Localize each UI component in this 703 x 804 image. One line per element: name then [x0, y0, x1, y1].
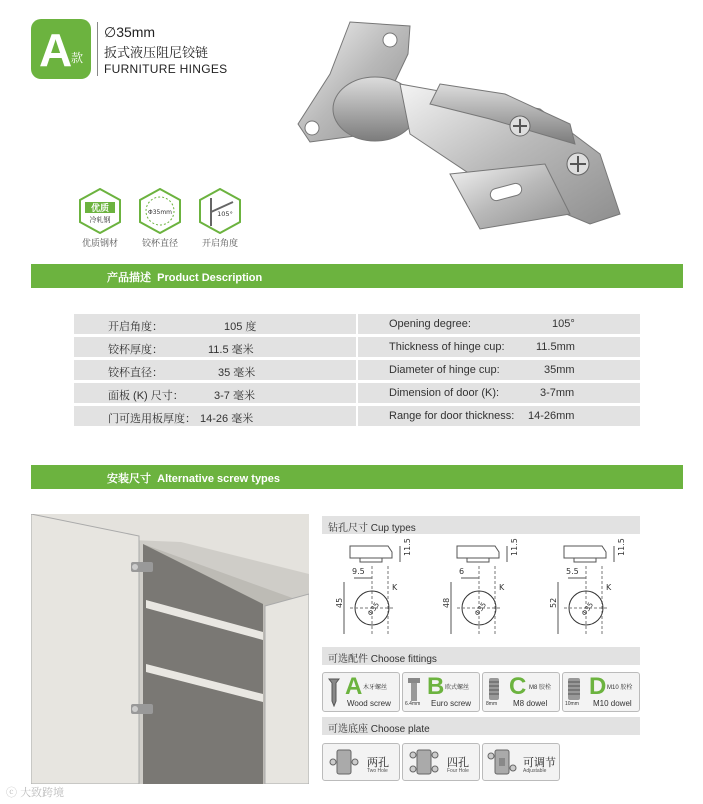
cup-profile: [457, 546, 499, 558]
feature-quality-steel: [73, 188, 127, 249]
feature-label: 开启角度: [201, 238, 238, 248]
fitting-size: 10mm: [565, 701, 579, 707]
plate-cn: 两孔: [367, 757, 389, 769]
k-label: K: [499, 583, 505, 592]
feature-label: 优质钢材: [81, 238, 118, 248]
header-divider: [97, 22, 98, 76]
fitting-cn: M8 胶栓: [529, 685, 552, 691]
fitting-letter: D: [589, 673, 607, 700]
spec-cn-value: 105 度: [224, 321, 257, 333]
feature-inner-top: 优质: [90, 204, 110, 214]
cup-profile-base: [360, 558, 382, 562]
two-hole-plate-icon: [329, 748, 359, 776]
spec-en-label: Dimension of door (K):: [389, 387, 500, 399]
adjustable-plate-icon: [487, 748, 517, 776]
section-title-cn: 安装尺寸: [107, 473, 151, 485]
fitting-cn: 木牙螺丝: [363, 685, 388, 691]
plate-cn: 四孔: [447, 757, 469, 769]
fitting-en: Wood screw: [347, 699, 391, 708]
cup-profile: [564, 546, 606, 558]
depth-label: 52: [549, 597, 558, 608]
plates-bar: [322, 717, 640, 735]
m10-dowel-icon: [567, 677, 581, 701]
spec-en-label: Range for door thickness:: [389, 410, 515, 422]
height-label: 11.5: [510, 538, 519, 556]
four-hole-plate-icon: [409, 748, 439, 776]
spec-row: [74, 314, 640, 334]
cup-profile-base: [467, 558, 489, 562]
euro-screw-icon: [407, 677, 421, 703]
fitting-size: 6.4mm: [405, 701, 421, 707]
spec-en-value: 105°: [552, 318, 575, 330]
spec-cn-value: 14-26 毫米: [200, 413, 254, 425]
plate-en: Adjustable: [523, 768, 547, 774]
section-title-en: Alternative screw types: [157, 473, 281, 485]
watermark-icon: ⓒ: [6, 787, 17, 799]
feature-cup-diameter: [133, 188, 187, 249]
spec-cn-label: 门可选用板厚度：: [108, 413, 196, 425]
spec-cn-label: 面板 (K) 尺寸：: [108, 390, 184, 402]
k-label: K: [606, 583, 612, 592]
cup-types-title: 钻孔尺寸 Cup types: [328, 523, 416, 534]
spec-row: [74, 337, 640, 357]
diameter-label: Φ35: [366, 600, 382, 618]
diameter-label: Φ35: [580, 600, 596, 618]
hinge-product-image: [290, 14, 640, 244]
spec-row: [74, 406, 640, 426]
section-title-cn: 产品描述: [107, 272, 151, 284]
offset-label: 9.5: [352, 567, 365, 576]
depth-label: 45: [335, 597, 344, 608]
fitting-en: M8 dowel: [513, 699, 548, 708]
opening-angle-icon: [197, 188, 243, 234]
plate-adjustable[interactable]: [482, 743, 560, 781]
diameter-label: Φ35: [473, 600, 489, 618]
fitting-cn: M10 胶栓: [607, 685, 633, 691]
quality-steel-icon: [77, 188, 123, 234]
fitting-size: 8mm: [486, 701, 498, 707]
plate-four-hole[interactable]: [402, 743, 480, 781]
height-label: 11.5: [403, 538, 412, 556]
m8-dowel-icon: [487, 677, 501, 701]
spec-en-value: 35mm: [544, 364, 575, 376]
k-label: K: [392, 583, 398, 592]
section-bar-screw-types: [31, 465, 683, 489]
fitting-en: Euro screw: [431, 699, 472, 708]
cup-profile: [350, 546, 392, 558]
plate-en: Two Hole: [367, 768, 388, 774]
fitting-m8-dowel[interactable]: [482, 672, 560, 712]
product-title-cn: 扳式液压阻尼铰链: [104, 45, 209, 60]
spec-row: [74, 383, 640, 403]
fitting-en: M10 dowel: [593, 699, 632, 708]
fitting-euro-screw[interactable]: [402, 672, 480, 712]
fitting-cn: 欧式螺丝: [445, 685, 470, 691]
cup-diagram: [335, 538, 412, 636]
watermark-text: 大致跨境: [20, 787, 65, 799]
plate-en: Four Hole: [447, 768, 469, 774]
fittings-bar: [322, 647, 640, 665]
depth-label: 48: [442, 597, 451, 608]
fitting-m10-dowel[interactable]: [562, 672, 640, 712]
spec-cn-value: 35 毫米: [218, 367, 256, 379]
spec-en-label: Diameter of hinge cup:: [389, 364, 500, 376]
feature-inner-bottom: 冷轧钢: [89, 216, 111, 224]
spec-cn-value: 3-7 毫米: [214, 390, 255, 402]
spec-cn-label: 铰杯直径：: [108, 367, 163, 379]
spec-en-label: Thickness of hinge cup:: [389, 341, 505, 353]
feature-opening-angle: [193, 188, 247, 249]
spec-en-value: 3-7mm: [540, 387, 575, 399]
spec-cn-label: 开启角度：: [108, 321, 163, 333]
cup-diagram: [442, 538, 519, 636]
wood-screw-icon: [327, 677, 341, 707]
spec-table: [74, 314, 640, 426]
fitting-wood-screw[interactable]: [322, 672, 400, 712]
offset-label: 5.5: [566, 567, 579, 576]
plates-title: 可选底座 Choose plate: [328, 724, 430, 735]
badge-letter: A: [39, 24, 73, 76]
model-badge: [31, 19, 91, 79]
spec-en-value: 11.5mm: [536, 341, 575, 353]
cup-diameter-icon: [137, 188, 183, 234]
spec-en-label: Opening degree:: [389, 318, 471, 330]
fitting-letter: C: [509, 673, 527, 700]
fitting-letter: B: [427, 673, 445, 700]
cup-types-bar: [322, 516, 640, 534]
feature-inner: 105°: [217, 210, 233, 218]
spec-cn-label: 铰杯厚度：: [108, 344, 163, 356]
feature-label: 铰杯直径: [141, 238, 178, 248]
plate-cn: 可调节: [523, 757, 556, 769]
offset-label: 6: [459, 567, 465, 576]
product-title-en: FURNITURE HINGES: [104, 62, 228, 76]
cabinet-illustration: [31, 514, 309, 784]
fitting-letter: A: [345, 673, 363, 700]
cup-profile-base: [574, 558, 596, 562]
plate-two-hole[interactable]: [322, 743, 400, 781]
cup-diagram: [549, 538, 626, 636]
fittings-title: 可选配件 Choose fittings: [328, 654, 437, 665]
spec-row: [74, 360, 640, 380]
section-title-en: Product Description: [157, 272, 263, 284]
feature-inner: Φ35mm: [147, 209, 173, 216]
cup-size: ∅35mm: [104, 24, 156, 40]
cup-types-diagrams: [322, 538, 640, 648]
watermark: [6, 784, 64, 800]
spec-en-value: 14-26mm: [528, 410, 575, 422]
height-label: 11.5: [617, 538, 626, 556]
section-bar-product-description: [31, 264, 683, 288]
spec-cn-value: 11.5 毫米: [208, 344, 254, 356]
badge-suffix: 款: [71, 51, 84, 65]
